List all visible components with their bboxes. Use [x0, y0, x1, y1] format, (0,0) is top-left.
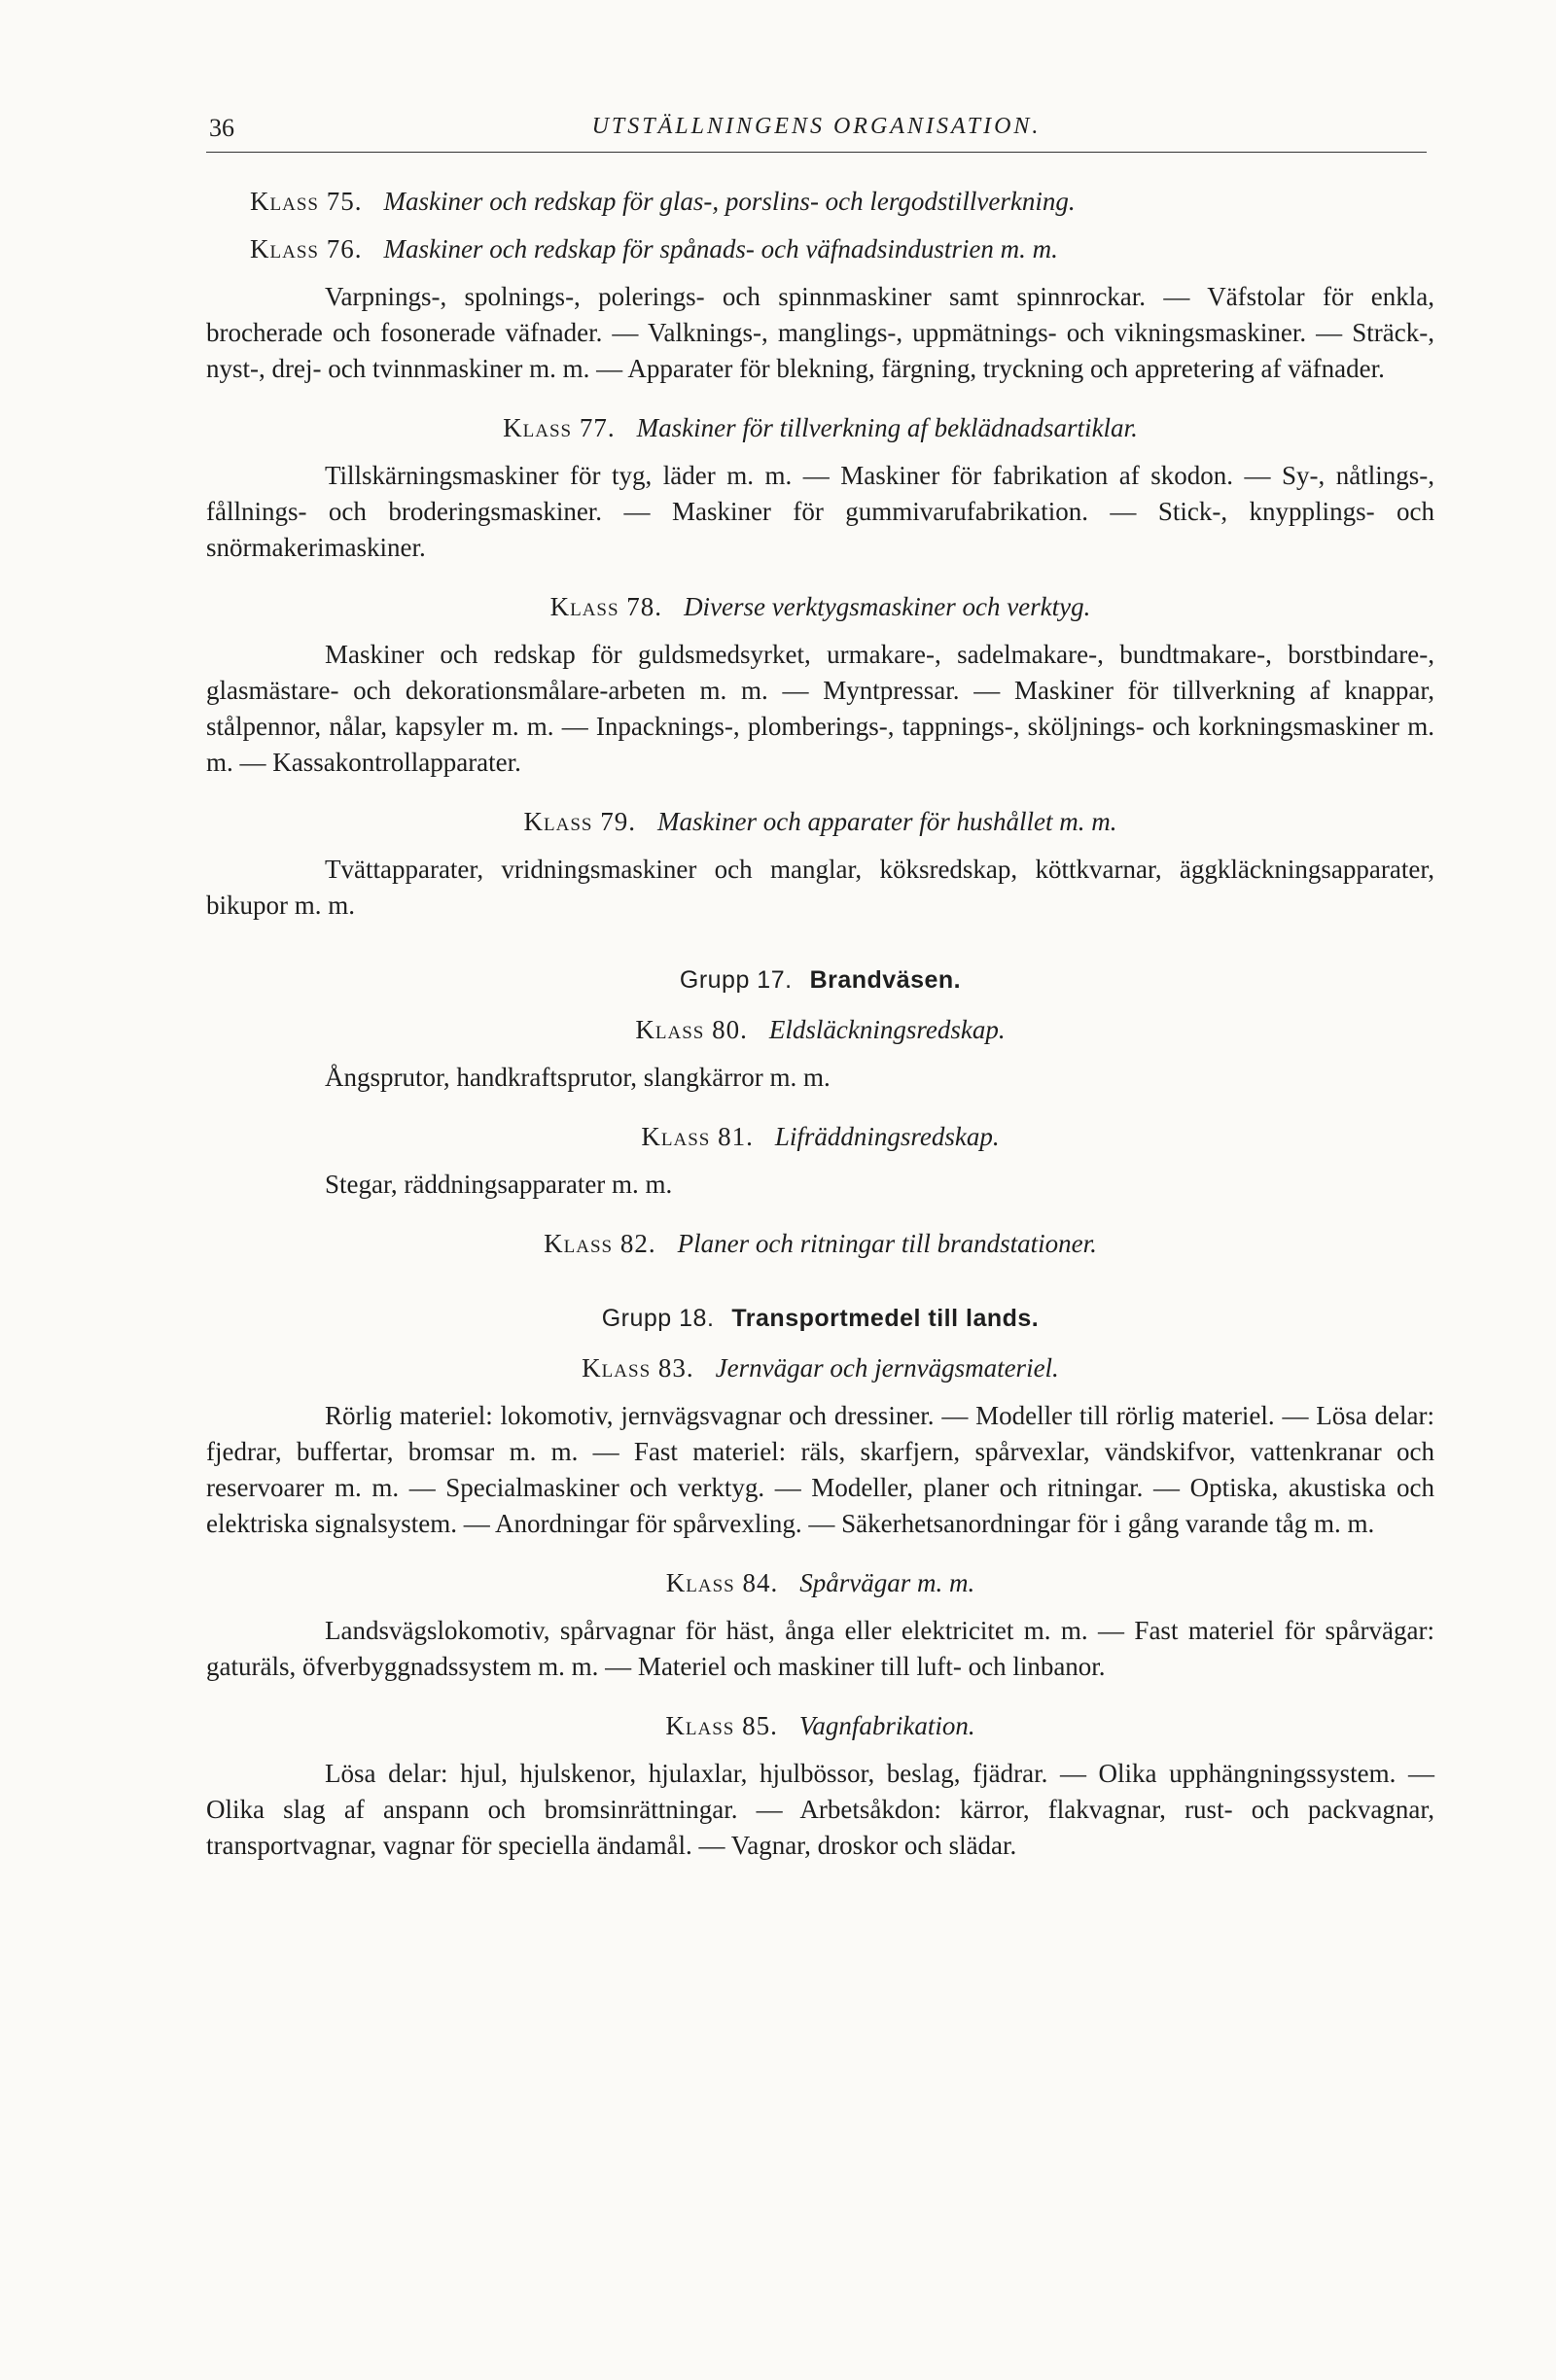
klass-77-heading — [206, 410, 1434, 446]
page-header — [206, 109, 1427, 153]
klass-82-heading — [206, 1226, 1434, 1262]
klass-83-text: Rörlig materiel: lokomotiv, jernvägsvagnar och dressiner. — Modeller till rörlig materiel. — Lösa delar: fjedrar, buffertar, bromsar m. m. — Fast materiel: räls, skarfjern, spårvexlar, vändskifvor, vattenkranar och reservoarer m. m. — Specialmaskiner och verktyg. — Modeller, planer och ritningar. — Optiska, akustiska och elektriska signalsystem. — Anordningar för spårvexling. — Säkerhetsanordningar för i gång varande tåg m. m. — [206, 1401, 1434, 1538]
klass-78-text: Maskiner och redskap för guldsmedsyrket, urmakare-, sadelmakare-, bundtmakare-, borstbindare-, glasmästare- och dekorationsmålare-arbeten m. m. — Myntpressar. — Maskiner för tillverkning af knappar, stålpennor, nålar, kapsyler m. m. — Inpacknings-, plomberings-, tappnings-, sköljnings- och korkningsmaskiner m. m. — Kassakontrollapparater. — [206, 640, 1434, 777]
klass-title: Eldsläckningsredskap. — [768, 1015, 1006, 1044]
klass-title: Maskiner och redskap för spånads- och väfnadsindustrien m. m. — [383, 234, 1058, 263]
grupp-17-heading — [206, 962, 1434, 998]
klass-label: Klass 82. — [544, 1229, 656, 1258]
page-content — [206, 184, 1434, 1864]
klass-label: Klass 78. — [549, 592, 663, 621]
klass-title: Vagnfabrikation. — [798, 1711, 975, 1740]
klass-84-text: Landsvägslokomotiv, spårvagnar för häst, ånga eller elektricitet m. m. — Fast materiel för spårvägar: gaturäls, öfverbyggnadssystem m. m. — Materiel och maskiner till luft- och linbanor. — [206, 1616, 1434, 1681]
klass-75-heading — [250, 184, 1434, 220]
klass-77-text: Tillskärningsmaskiner för tyg, läder m. m. — Maskiner för fabrikation af skodon. — Sy-, nåtlings-, fållnings- och broderingsmaskiner. — Maskiner för gummivarufabrikation. — Stick-, knypplings- och snörmakerimaskiner. — [206, 461, 1434, 562]
klass-label: Klass 83. — [582, 1353, 694, 1382]
klass-79-text: Tvättapparater, vridningsmaskiner och manglar, köksredskap, köttkvarnar, äggkläckningsapparater, bikupor m. m. — [206, 855, 1434, 920]
klass-80-heading — [206, 1012, 1434, 1048]
klass-label: Klass 81. — [641, 1122, 754, 1151]
klass-title: Diverse verktygsmaskiner och verktyg. — [684, 592, 1091, 621]
klass-label: Klass 85. — [665, 1711, 778, 1740]
grupp-title: Brandväsen. — [809, 966, 962, 994]
klass-title: Jernvägar och jernvägsmateriel. — [715, 1353, 1059, 1382]
grupp-label: Grupp 18. — [601, 1305, 715, 1332]
klass-title: Planer och ritningar till brandstationer. — [677, 1229, 1097, 1258]
page-number: 36 — [209, 114, 234, 142]
klass-title: Lifräddningsredskap. — [774, 1122, 1000, 1151]
klass-81-text: Stegar, räddningsapparater m. m. — [325, 1170, 673, 1199]
klass-label: Klass 80. — [635, 1015, 748, 1044]
klass-83-heading — [206, 1350, 1434, 1386]
klass-label: Klass 84. — [665, 1568, 779, 1597]
klass-80-text: Ångsprutor, handkraftsprutor, slangkärror m. m. — [325, 1063, 831, 1092]
running-title: UTSTÄLLNINGENS ORGANISATION. — [591, 114, 1042, 139]
grupp-label: Grupp 17. — [679, 966, 793, 994]
klass-title: Maskiner och apparater för hushållet m. m. — [657, 807, 1117, 836]
klass-85-heading — [206, 1708, 1434, 1744]
klass-84-heading — [206, 1565, 1434, 1601]
klass-79-heading — [206, 804, 1434, 840]
klass-76-text: Varpnings-, spolnings-, polerings- och spinnmaskiner samt spinnrockar. — Väfstolar för enkla, brocherade och fosonerade väfnader. — Valknings-, manglings-, uppmätnings- och vikningsmaskiner. — Sträck-, nyst-, drej- och tvinnmaskiner m. m. — Apparater för blekning, färgning, tryckning och appretering af väfnader. — [206, 282, 1434, 383]
grupp-title: Transportmedel till lands. — [731, 1305, 1040, 1332]
grupp-18-heading — [206, 1301, 1434, 1337]
klass-label: Klass 79. — [523, 807, 636, 836]
klass-title: Maskiner för tillverkning af beklädnadsartiklar. — [636, 413, 1138, 442]
klass-76-heading — [250, 231, 1434, 267]
klass-78-heading — [206, 589, 1434, 625]
klass-81-heading — [206, 1119, 1434, 1155]
klass-label: Klass 76. — [250, 234, 363, 263]
klass-label: Klass 77. — [503, 413, 616, 442]
klass-85-text: Lösa delar: hjul, hjulskenor, hjulaxlar, hjulbössor, beslag, fjädrar. — Olika upphängningssystem. — Olika slag af anspann och bromsinrättningar. — Arbetsåkdon: kärror, flakvagnar, rust- och packvagnar, transportvagnar, vagnar för speciella ändamål. — Vagnar, droskor och slädar. — [206, 1759, 1434, 1860]
klass-label: Klass 75. — [250, 187, 363, 216]
klass-title: Maskiner och redskap för glas-, porslins- och lergodstillverkning. — [383, 187, 1076, 216]
klass-title: Spårvägar m. m. — [799, 1568, 975, 1597]
